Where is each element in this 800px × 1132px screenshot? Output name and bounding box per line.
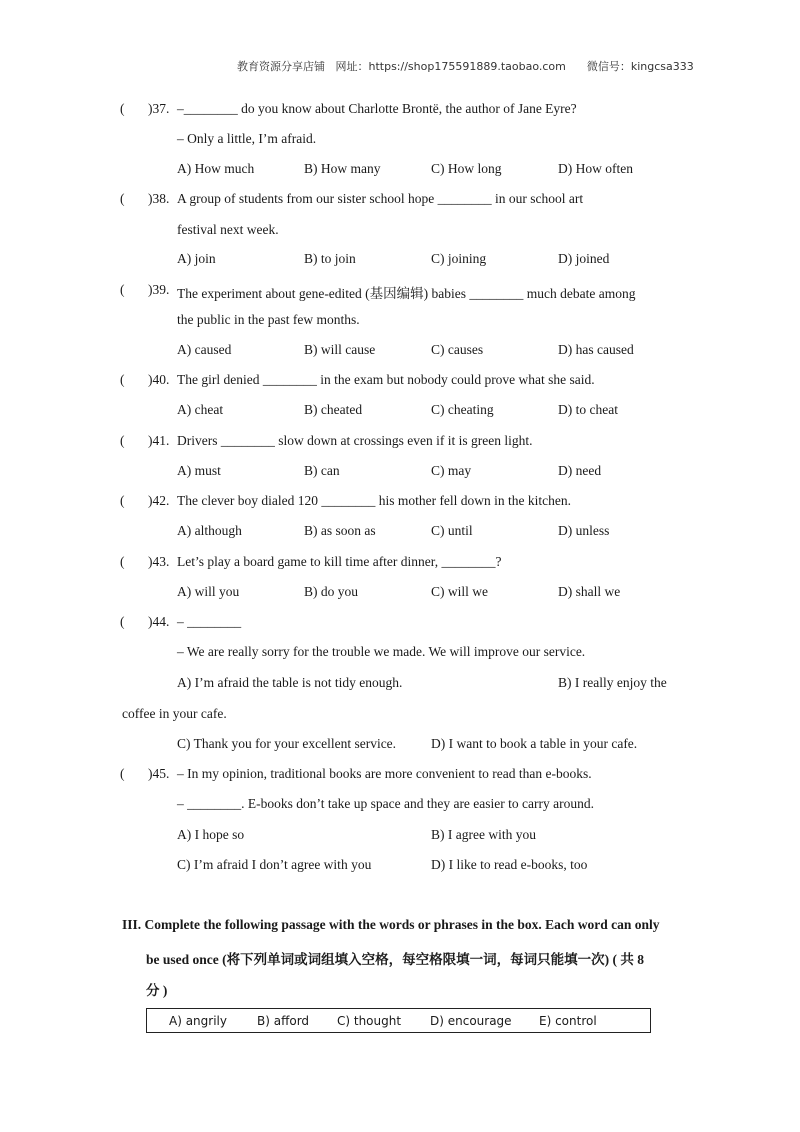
question-text: Let’s play a board game to kill time after dinner, ________? xyxy=(177,554,502,569)
word-option-e: E) control xyxy=(539,1014,597,1028)
option-c[interactable]: C) joining xyxy=(431,251,487,266)
option-d[interactable]: D) I like to read e-books, too xyxy=(431,857,588,872)
option-b[interactable]: B) I agree with you xyxy=(431,827,536,842)
option-d[interactable]: D) to cheat xyxy=(558,402,618,417)
option-c[interactable]: C) may xyxy=(431,463,472,478)
question-text: The clever boy dialed 120 ________ his mother fell down in the kitchen. xyxy=(177,493,572,508)
option-d[interactable]: D) joined xyxy=(558,251,610,266)
question-number: )41. xyxy=(148,433,170,448)
option-d[interactable]: D) How often xyxy=(558,161,633,176)
option-b[interactable]: B) can xyxy=(304,463,340,478)
question-text: – ________ xyxy=(177,614,242,629)
question-number: )45. xyxy=(148,766,170,781)
option-b[interactable]: B) do you xyxy=(304,584,358,599)
option-b[interactable]: B) will cause xyxy=(304,342,376,357)
question-text: Drivers ________ slow down at crossings even if it is green light. xyxy=(177,433,533,448)
question-text-line: – We are really sorry for the trouble we made. We will improve our service. xyxy=(177,644,586,659)
word-box xyxy=(146,1008,651,1033)
option-b[interactable]: B) cheated xyxy=(304,402,363,417)
option-c[interactable]: C) I’m afraid I don’t agree with you xyxy=(177,857,372,872)
question-text: The girl denied ________ in the exam but nobody could prove what she said. xyxy=(177,372,595,387)
option-a[interactable]: A) I’m afraid the table is not tidy enough. xyxy=(177,675,403,690)
word-option-a: A) angrily xyxy=(169,1014,227,1028)
question-text-line: – Only a little, I’m afraid. xyxy=(177,131,317,146)
answer-paren[interactable]: ( xyxy=(120,554,142,569)
option-a[interactable]: A) How much xyxy=(177,161,255,176)
option-b[interactable]: B) as soon as xyxy=(304,523,376,538)
question-text: –________ do you know about Charlotte Brontë, the author of Jane Eyre? xyxy=(177,101,577,116)
option-a[interactable]: A) caused xyxy=(177,342,232,357)
option-c[interactable]: C) cheating xyxy=(431,402,494,417)
option-a[interactable]: A) must xyxy=(177,463,221,478)
answer-paren[interactable]: ( xyxy=(120,372,142,387)
question-number: )39. xyxy=(148,282,170,297)
question-text-line: – ________. E-books don’t take up space and they are easier to carry around. xyxy=(177,796,594,811)
option-a[interactable]: A) I hope so xyxy=(177,827,245,842)
question-text: The experiment about gene-edited (基因编辑) babies ________ much debate among xyxy=(177,286,636,301)
option-a[interactable]: A) although xyxy=(177,523,242,538)
option-b-continuation: coffee in your cafe. xyxy=(122,706,227,721)
question-number: )42. xyxy=(148,493,170,508)
option-c[interactable]: C) until xyxy=(431,523,473,538)
option-b[interactable]: B) I really enjoy the xyxy=(558,675,667,690)
option-a[interactable]: A) will you xyxy=(177,584,240,599)
question-number: )43. xyxy=(148,554,170,569)
question-text: A group of students from our sister school hope ________ in our school art xyxy=(177,191,584,206)
option-b[interactable]: B) How many xyxy=(304,161,381,176)
section-3-title-line-1: III. Complete the following passage with the words or phrases in the box. Each word can only xyxy=(122,917,660,932)
option-c[interactable]: C) Thank you for your excellent service. xyxy=(177,736,397,751)
answer-paren[interactable]: ( xyxy=(120,493,142,508)
question-number: )38. xyxy=(148,191,170,206)
option-c[interactable]: C) causes xyxy=(431,342,484,357)
section-3-title-line-3: 分 ) xyxy=(146,983,168,998)
answer-paren[interactable]: ( xyxy=(120,614,142,629)
question-text-line: the public in the past few months. xyxy=(177,312,360,327)
question-number: )44. xyxy=(148,614,170,629)
option-d[interactable]: D) has caused xyxy=(558,342,634,357)
answer-paren[interactable]: ( xyxy=(120,101,142,116)
word-option-b: B) afford xyxy=(257,1014,310,1028)
section-3-title-line-2: be used once (将下列单词或词组填入空格，每空格限填一词，每词只能填一次) ( 共 8 xyxy=(146,952,644,967)
question-number: )40. xyxy=(148,372,170,387)
question-number: )37. xyxy=(148,101,170,116)
answer-paren[interactable]: ( xyxy=(120,433,142,448)
word-option-c: C) thought xyxy=(337,1014,402,1028)
option-a[interactable]: A) cheat xyxy=(177,402,224,417)
option-d[interactable]: D) shall we xyxy=(558,584,621,599)
word-option-d: D) encourage xyxy=(430,1014,512,1028)
option-a[interactable]: A) join xyxy=(177,251,216,266)
option-c[interactable]: C) will we xyxy=(431,584,488,599)
option-d[interactable]: D) need xyxy=(558,463,602,478)
answer-paren[interactable]: ( xyxy=(120,766,142,781)
answer-paren[interactable]: ( xyxy=(120,191,142,206)
option-d[interactable]: D) unless xyxy=(558,523,610,538)
question-text-line: festival next week. xyxy=(177,222,279,237)
question-text: – In my opinion, traditional books are more convenient to read than e-books. xyxy=(177,766,592,781)
option-b[interactable]: B) to join xyxy=(304,251,356,266)
option-d[interactable]: D) I want to book a table in your cafe. xyxy=(431,736,638,751)
answer-paren[interactable]: ( xyxy=(120,282,142,297)
option-c[interactable]: C) How long xyxy=(431,161,502,176)
page-header: 教育资源分享店铺 网址：https://shop175591889.taobao.com 微信号：kingcsa333 xyxy=(237,60,694,73)
